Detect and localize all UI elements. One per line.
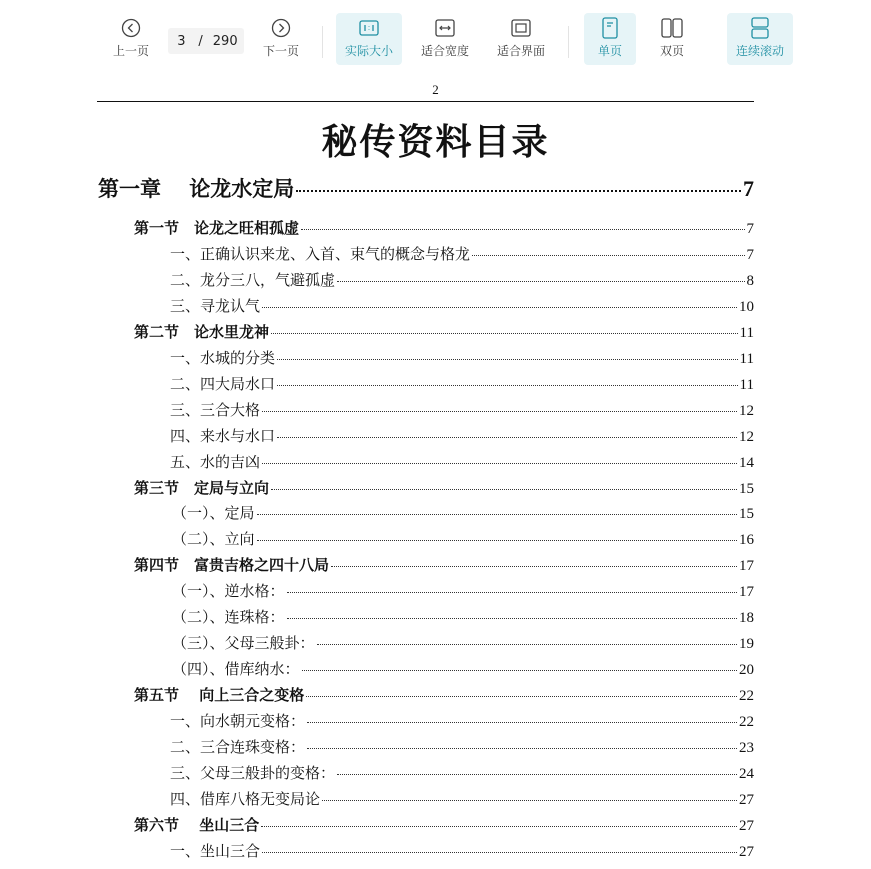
toc-entry-page: 15	[739, 480, 754, 497]
toc-leader-dots	[271, 489, 737, 490]
toc-item-row[interactable]	[170, 373, 754, 394]
toc-entry-label: 二、三合连珠变格：	[170, 738, 306, 756]
toc-item-row[interactable]	[170, 788, 754, 809]
toc-entry-page: 27	[739, 817, 754, 834]
toc-entry-label: 第三节 定局与立向	[134, 478, 270, 497]
continuous-scroll-label: 连续滚动	[735, 44, 784, 58]
toc-entry-page: 12	[739, 402, 754, 419]
toc-item-row[interactable]	[170, 243, 754, 264]
fit-width-button[interactable]	[414, 13, 476, 65]
toc-entry-page: 18	[739, 610, 754, 627]
toc-item-row[interactable]	[170, 399, 754, 420]
toc-entry-page: 17	[739, 584, 754, 601]
fit-page-button[interactable]	[490, 13, 552, 65]
toc-item-row[interactable]	[172, 606, 754, 627]
toc-item-row[interactable]	[170, 347, 754, 368]
toc-entry-label: 第二节 论水里龙神	[134, 322, 270, 341]
fit-width-label: 适合宽度	[420, 44, 469, 58]
fit-page-icon	[511, 17, 531, 39]
toc-entry-label: 第四节 富贵吉格之四十八局	[134, 556, 330, 575]
continuous-scroll-icon	[750, 17, 770, 39]
header-rule	[97, 101, 754, 102]
single-page-icon	[601, 17, 619, 39]
continuous-scroll-button[interactable]	[727, 13, 793, 65]
actual-size-label: 实际大小	[344, 44, 393, 58]
total-pages: 290	[212, 33, 238, 49]
toc-leader-dots	[271, 333, 738, 334]
prev-page-button[interactable]	[106, 13, 156, 65]
toc-leader-dots	[261, 826, 737, 827]
toc-leader-dots	[306, 696, 737, 697]
toc-entry-page: 23	[739, 740, 754, 756]
toc-entry-label: 二、龙分三八，气避孤虚	[170, 270, 336, 289]
page-number: 2	[432, 82, 439, 97]
toc-leader-dots	[257, 514, 737, 515]
toc-entry-page: 7	[746, 221, 754, 237]
toc-item-row[interactable]	[170, 425, 754, 446]
toc-leader-dots	[257, 540, 737, 541]
single-page-button[interactable]	[584, 13, 636, 65]
toc-leader-dots	[296, 190, 741, 192]
toc-entry-page: 12	[739, 428, 754, 445]
toc-entry-label: 第六节 坐山三合	[134, 815, 260, 834]
toc-entry-page: 27	[739, 791, 754, 808]
toc-section-row[interactable]	[134, 814, 754, 835]
toc-leader-dots	[277, 359, 738, 360]
toc-item-row[interactable]	[170, 295, 754, 316]
toc-entry-label: 一、正确认识来龙、入首、束气的概念与格龙	[170, 244, 471, 263]
toc-leader-dots	[277, 437, 737, 438]
toc-leader-dots	[262, 307, 737, 308]
next-page-label: 下一页	[262, 44, 299, 58]
toc-entry-page: 17	[739, 558, 754, 575]
double-page-button[interactable]	[646, 13, 698, 65]
toc-entry-page: 22	[739, 688, 754, 705]
toc-section-row[interactable]	[134, 684, 754, 705]
toc-section-row[interactable]	[134, 321, 754, 342]
toc-leader-dots	[302, 670, 737, 671]
toc-leader-dots	[287, 592, 737, 593]
toc-entry-label: 二、四大局水口	[170, 374, 276, 393]
toc-item-row[interactable]	[172, 528, 754, 549]
toc-entry-page: 11	[739, 324, 754, 341]
toc-entry-label: 三、寻龙认气	[170, 296, 261, 315]
toc-entry-label: 第五节 向上三合之变格	[134, 686, 305, 705]
toc-leader-dots	[287, 618, 737, 619]
toc-item-row[interactable]	[170, 710, 754, 731]
toc-leader-dots	[277, 385, 738, 386]
toc-entry-page: 14	[739, 454, 754, 471]
double-page-label: 双页	[659, 44, 684, 58]
toc-section-row[interactable]	[134, 217, 754, 238]
chevron-right-circle-icon	[271, 17, 291, 39]
single-page-label: 单页	[597, 44, 622, 58]
toc-leader-dots	[337, 774, 737, 775]
toc-entry-page: 16	[739, 532, 754, 549]
toc-entry-label: 一、水城的分类	[170, 348, 276, 367]
page-separator: /	[198, 33, 203, 49]
toc-entry-label: 一、坐山三合	[170, 841, 261, 860]
toc-entry-page: 27	[739, 843, 754, 860]
toc-item-row[interactable]	[172, 580, 754, 601]
toc-title: 秘传资料目录	[321, 122, 550, 163]
toc-item-row[interactable]	[170, 451, 754, 472]
toc-entry-label: （二）、立向	[172, 530, 255, 549]
toc-entry-page: 20	[739, 662, 754, 679]
toc-entry-label: （二）、连珠格：	[172, 608, 285, 627]
toolbar-divider	[568, 26, 569, 58]
toc-leader-dots	[307, 748, 737, 749]
toc-entry-page: 8	[746, 272, 754, 289]
toc-item-row[interactable]	[172, 502, 754, 523]
toc-entry-label: 三、三合大格	[170, 400, 261, 419]
document-page	[0, 72, 871, 869]
toc-leader-dots	[331, 566, 737, 567]
toc-item-row[interactable]	[172, 632, 754, 653]
toc-leader-dots	[262, 463, 737, 464]
toc-entry-label: 四、借库八格无变局论	[170, 789, 321, 808]
toc-leader-dots	[322, 800, 737, 801]
toc-entry-label: （一）、定局	[172, 504, 255, 523]
toc-item-row[interactable]	[170, 840, 754, 861]
toc-entry-page: 11	[739, 376, 754, 393]
toc-entry-label: 一、向水朝元变格：	[170, 712, 306, 731]
toc-leader-dots	[262, 411, 737, 412]
toc-section-row[interactable]	[134, 554, 754, 575]
fit-page-label: 适合界面	[496, 44, 545, 58]
actual-size-icon	[359, 17, 379, 39]
toc-leader-dots	[472, 255, 744, 256]
prev-page-label: 上一页	[112, 44, 149, 58]
toc-entry-label: 五、水的吉凶	[170, 452, 261, 471]
toc-entry-label: 三、父母三般卦的变格：	[170, 763, 336, 782]
toc-entry-label: 第一章 论龙水定局	[98, 177, 295, 201]
toc-entry-page: 11	[739, 350, 754, 367]
toc-item-row[interactable]	[170, 762, 754, 783]
next-page-button[interactable]	[256, 13, 306, 65]
toc-entry-page: 7	[743, 176, 754, 201]
toc-entry-label: 四、来水与水口	[170, 426, 276, 445]
toc-leader-dots	[262, 852, 737, 853]
toc-item-row[interactable]	[170, 736, 754, 757]
toc-leader-dots	[317, 644, 737, 645]
toc-chapter-row[interactable]	[98, 173, 754, 203]
toc-leader-dots	[301, 229, 744, 230]
toc-leader-dots	[307, 722, 737, 723]
toc-entry-page: 24	[739, 765, 754, 782]
toc-entry-page: 19	[739, 636, 754, 653]
page-indicator	[168, 28, 244, 54]
toc-entry-page: 10	[739, 298, 754, 315]
toc-item-row[interactable]	[172, 658, 754, 679]
toc-item-row[interactable]	[170, 269, 754, 290]
toc-entry-label: （一）、逆水格：	[172, 582, 285, 601]
toc-entry-page: 15	[739, 506, 754, 523]
double-page-icon	[661, 17, 683, 39]
toc-entry-page: 22	[739, 714, 754, 731]
viewer-toolbar	[0, 0, 871, 72]
toc-entry-label: （四）、借库纳水：	[172, 660, 300, 679]
chevron-left-circle-icon	[121, 17, 141, 39]
toc-entry-page: 7	[746, 246, 754, 263]
toc-entry-label: （三）、父母三般卦：	[172, 634, 315, 653]
toc-entry-label: 第一节 论龙之旺相孤虚	[134, 219, 300, 237]
toc-leader-dots	[337, 281, 744, 282]
fit-width-icon	[435, 17, 455, 39]
toc-section-row[interactable]	[134, 477, 754, 498]
toolbar-divider	[322, 26, 323, 58]
current-page-input[interactable]: 3	[177, 33, 186, 49]
actual-size-button[interactable]	[336, 13, 402, 65]
